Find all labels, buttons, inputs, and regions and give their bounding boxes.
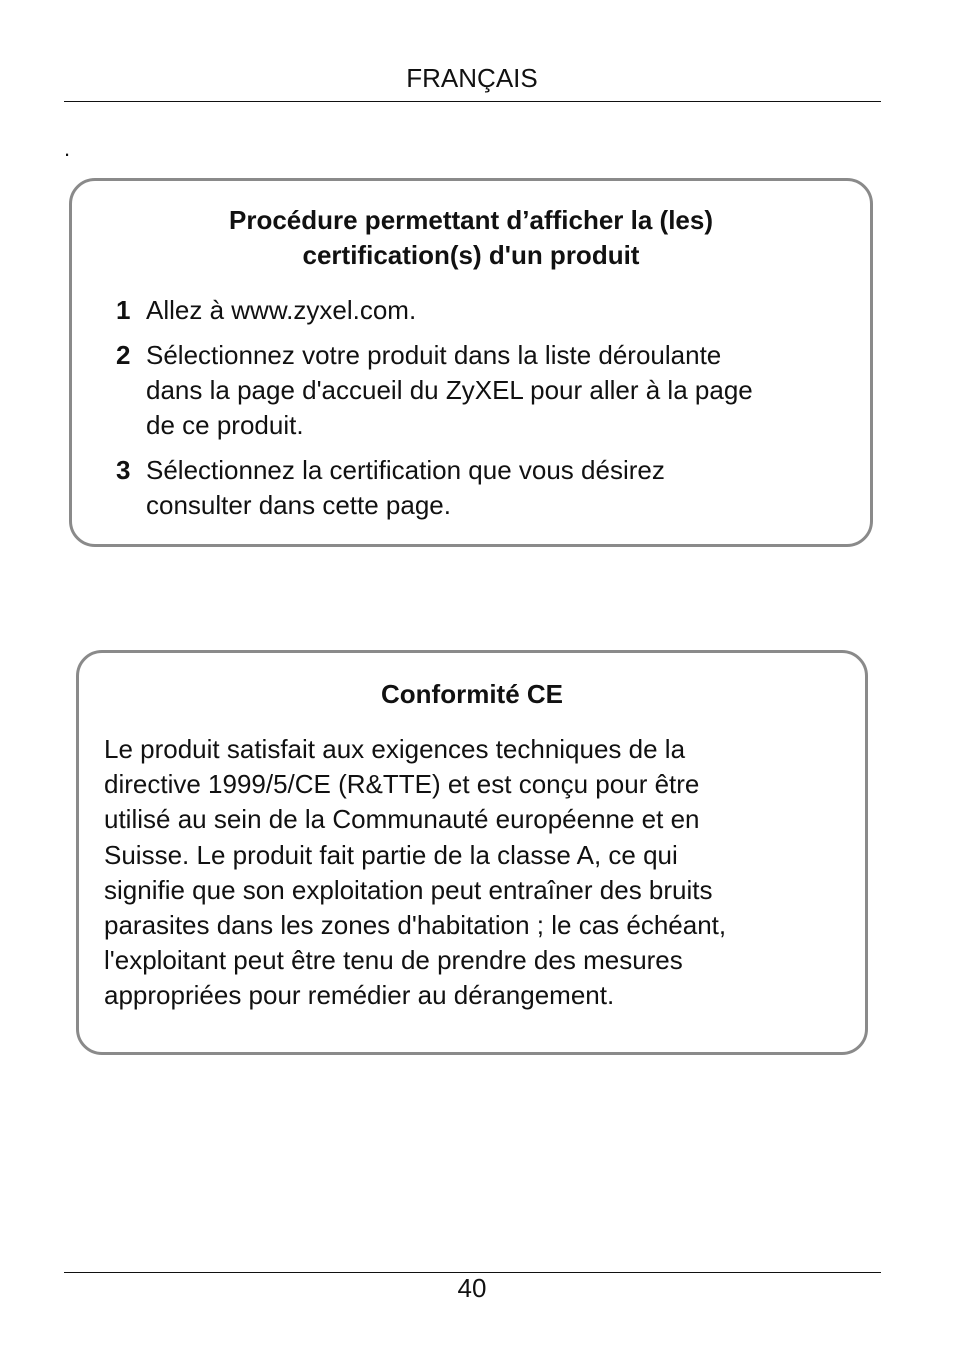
procedure-title [72,203,870,273]
ce-body-line: utilisé au sein de la Communauté européenne et en [104,804,700,835]
ce-title: Conformité CE [381,679,563,709]
ce-body-text [104,732,844,1014]
ce-body-line: Suisse. Le produit fait partie de la classe A, ce qui [104,839,678,870]
step-text [146,338,858,443]
ce-conformity-box [76,650,868,1055]
ce-body-line: parasites dans les zones d'habitation ; le cas échéant, [104,910,727,941]
step-text-line: Sélectionnez votre produit dans la liste déroulante [146,340,722,370]
step-text [146,453,858,523]
step-text-line: consulter dans cette page. [146,490,451,520]
step-text-line: Allez à www.zyxel.com. [146,295,417,325]
ce-body-line: signifie que son exploitation peut entraîner des bruits [104,874,713,905]
step-text [146,293,858,328]
stray-mark: . [64,136,71,161]
ce-body-line: directive 1999/5/CE (R&TTE) et est conçu pour être [104,769,700,800]
step-text-line: de ce produit. [146,410,304,440]
ce-body-line: l'exploitant peut être tenu de prendre des mesures [104,945,683,976]
step-number: 1 [116,295,131,325]
ce-body-line: appropriées pour remédier au dérangement. [104,980,615,1011]
page-number: 40 [457,1273,487,1303]
step-text-line: Sélectionnez la certification que vous désirez [146,455,665,485]
procedure-title-line: Procédure permettant d’afficher la (les) [228,205,714,235]
procedure-title-line: certification(s) d'un produit [302,240,640,270]
step-number: 3 [116,455,131,485]
certification-procedure-box [69,178,873,547]
step-text-line: dans la page d'accueil du ZyXEL pour aller à la page [146,375,753,405]
ce-body-line: Le produit satisfait aux exigences techniques de la [104,734,686,764]
step-number: 2 [116,340,131,370]
page-header-language: FRANÇAIS [406,63,538,93]
header-divider [64,101,881,102]
